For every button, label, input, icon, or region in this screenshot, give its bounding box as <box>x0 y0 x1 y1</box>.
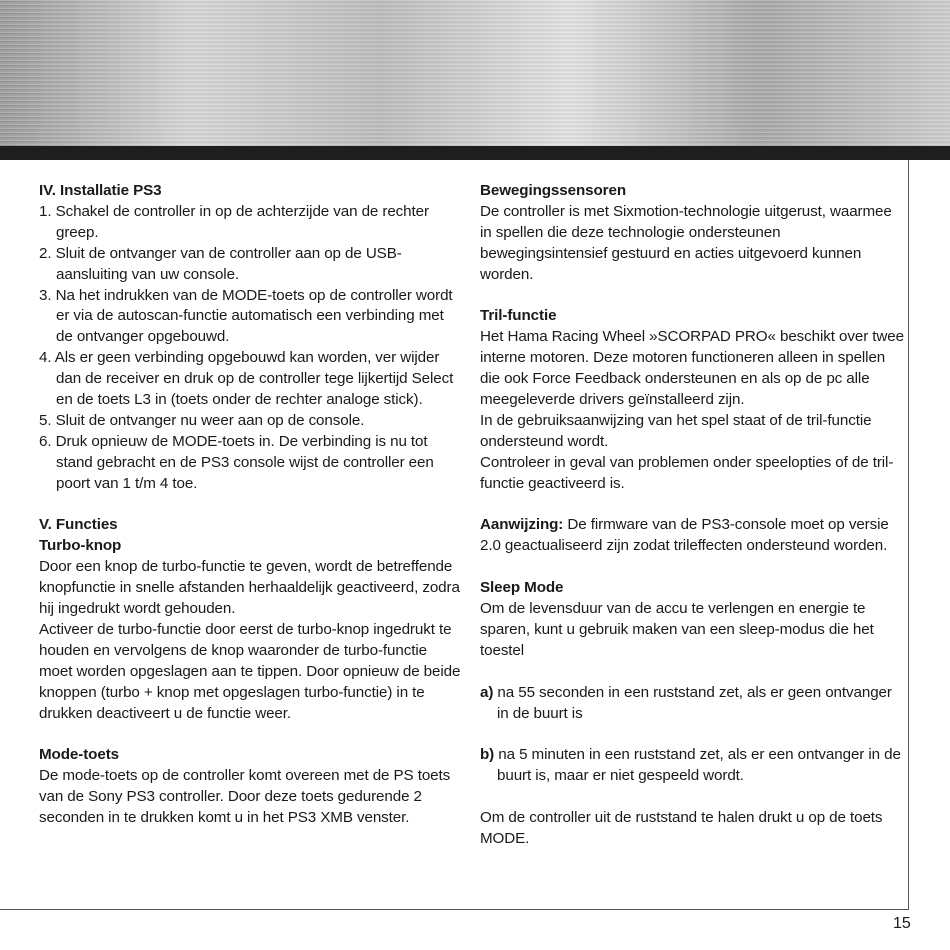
installation-step-3: 3. Na het indrukken van de MODE-toets op de controller wordt er via de autoscan-functie automatisch een verbinding met de ontvanger opgebouwd. <box>39 286 453 346</box>
spacer <box>480 787 905 808</box>
motion-sensors-description-end: worden. <box>480 265 534 283</box>
spacer <box>480 662 905 683</box>
installation-steps-list <box>39 202 464 495</box>
sleep-mode-item-b-label: b) <box>480 746 495 764</box>
sleep-mode-item-a-label: a) <box>480 683 494 701</box>
header-dark-bar <box>0 146 950 160</box>
left-column <box>39 181 464 829</box>
functions-heading: V. Functies <box>39 516 118 534</box>
spacer <box>480 557 905 578</box>
spacer <box>480 286 905 307</box>
sleep-mode-item-b-text: na 5 minuten in een ruststand zet, als er een ontvanger in de buurt is, maar er niet gespeeld wordt. <box>494 746 901 785</box>
turbo-button-heading: Turbo-knop <box>39 537 122 555</box>
sleep-mode-item-a <box>480 683 905 725</box>
rumble-function-heading: Tril-functie <box>480 307 557 325</box>
spacer <box>480 725 905 746</box>
motion-sensors-heading: Bewegingssensoren <box>480 182 627 199</box>
firmware-note-text: De firmware van de PS3-console moet op versie 2.0 geactualiseerd zijn zodat trileffecten ondersteund worden. <box>480 516 889 555</box>
turbo-instructions: Activeer de turbo-functie door eerst de turbo-knop ingedrukt te houden en vervolgens de knop waaronder de turbo-functie moet worden opgeslagen aan te tippen. Door opnieuw de beide knoppen (turbo + knop met opgeslagen turbo-functie) in te drukken deactiveert u de functie weer. <box>39 621 461 722</box>
rumble-description: Het Hama Racing Wheel »SCORPAD PRO« beschikt over twee interne motoren. Deze motoren functioneren alleen in spellen die ook Force Feedback ondersteunen en als op de pc alle meegeleverde drivers geïnstalleerd zijn. <box>480 328 904 409</box>
sleep-mode-description: Om de levensduur van de accu te verlengen en energie te sparen, kunt u gebruik maken van een sleep-modus die het toestel <box>480 600 874 659</box>
firmware-note <box>480 515 905 557</box>
installation-step-5: 5. Sluit de ontvanger nu weer aan op de console. <box>39 411 365 429</box>
rumble-troubleshoot: Controleer in geval van problemen onder speelopties of de tril-functie geactiveerd is. <box>480 453 894 492</box>
spacer <box>39 725 464 746</box>
page-number: 15 <box>893 915 911 932</box>
spacer <box>39 495 464 516</box>
spacer <box>480 495 905 516</box>
mode-button-description: De mode-toets op de controller komt overeen met de PS toets van de Sony PS3 controller. Door deze toets gedurende 2 seconden in te drukken komt u in het PS3 XMB venster. <box>39 767 451 827</box>
firmware-note-label: Aanwijzing: <box>480 516 564 534</box>
right-column <box>480 181 905 850</box>
sleep-mode-heading: Sleep Mode <box>480 579 564 597</box>
installation-step-1: 1. Schakel de controller in op de achterzijde van de rechter greep. <box>39 202 429 241</box>
installation-step-6: 6. Druk opnieuw de MODE-toets in. De verbinding is nu tot stand gebracht en de PS3 console wijst de controller een poort van 1 t/m 4 toe. <box>39 432 434 492</box>
sleep-mode-item-a-text: na 55 seconden in een ruststand zet, als er geen ontvanger in de buurt is <box>493 683 892 722</box>
wake-instructions: Om de controller uit de ruststand te halen drukt u op de toets MODE. <box>480 809 883 847</box>
page-frame-bottom-rule <box>0 909 909 910</box>
page-frame-right-rule <box>908 160 909 910</box>
motion-sensors-description: De controller is met Sixmotion-technologie uitgerust, waarmee in spellen die deze technologie ondersteunen bewegingsintensief gestuurd en acties uitgevoerd kunnen <box>480 202 892 262</box>
header-brushed-metal-band <box>0 0 950 146</box>
installation-heading: IV. Installatie PS3 <box>39 182 162 199</box>
turbo-description: Door een knop de turbo-functie te geven, wordt de betreffende knopfunctie in snelle afstanden herhaaldelijk geactiveerd, zodra hij ingedrukt wordt gehouden. <box>39 558 460 618</box>
installation-step-2: 2. Sluit de ontvanger van de controller aan op de USB-aansluiting van uw console. <box>39 244 402 283</box>
mode-button-heading: Mode-toets <box>39 746 119 764</box>
installation-step-4: 4. Als er geen verbinding opgebouwd kan worden, ver wijder dan de receiver en druk op de controller tege lijkertijd Select en de toets L3 in (toets onder de rechter analoge stick). <box>39 349 454 409</box>
rumble-manual-note: In de gebruiksaanwijzing van het spel staat of de tril-functie ondersteund wordt. <box>480 411 872 450</box>
sleep-mode-item-b <box>480 745 905 787</box>
